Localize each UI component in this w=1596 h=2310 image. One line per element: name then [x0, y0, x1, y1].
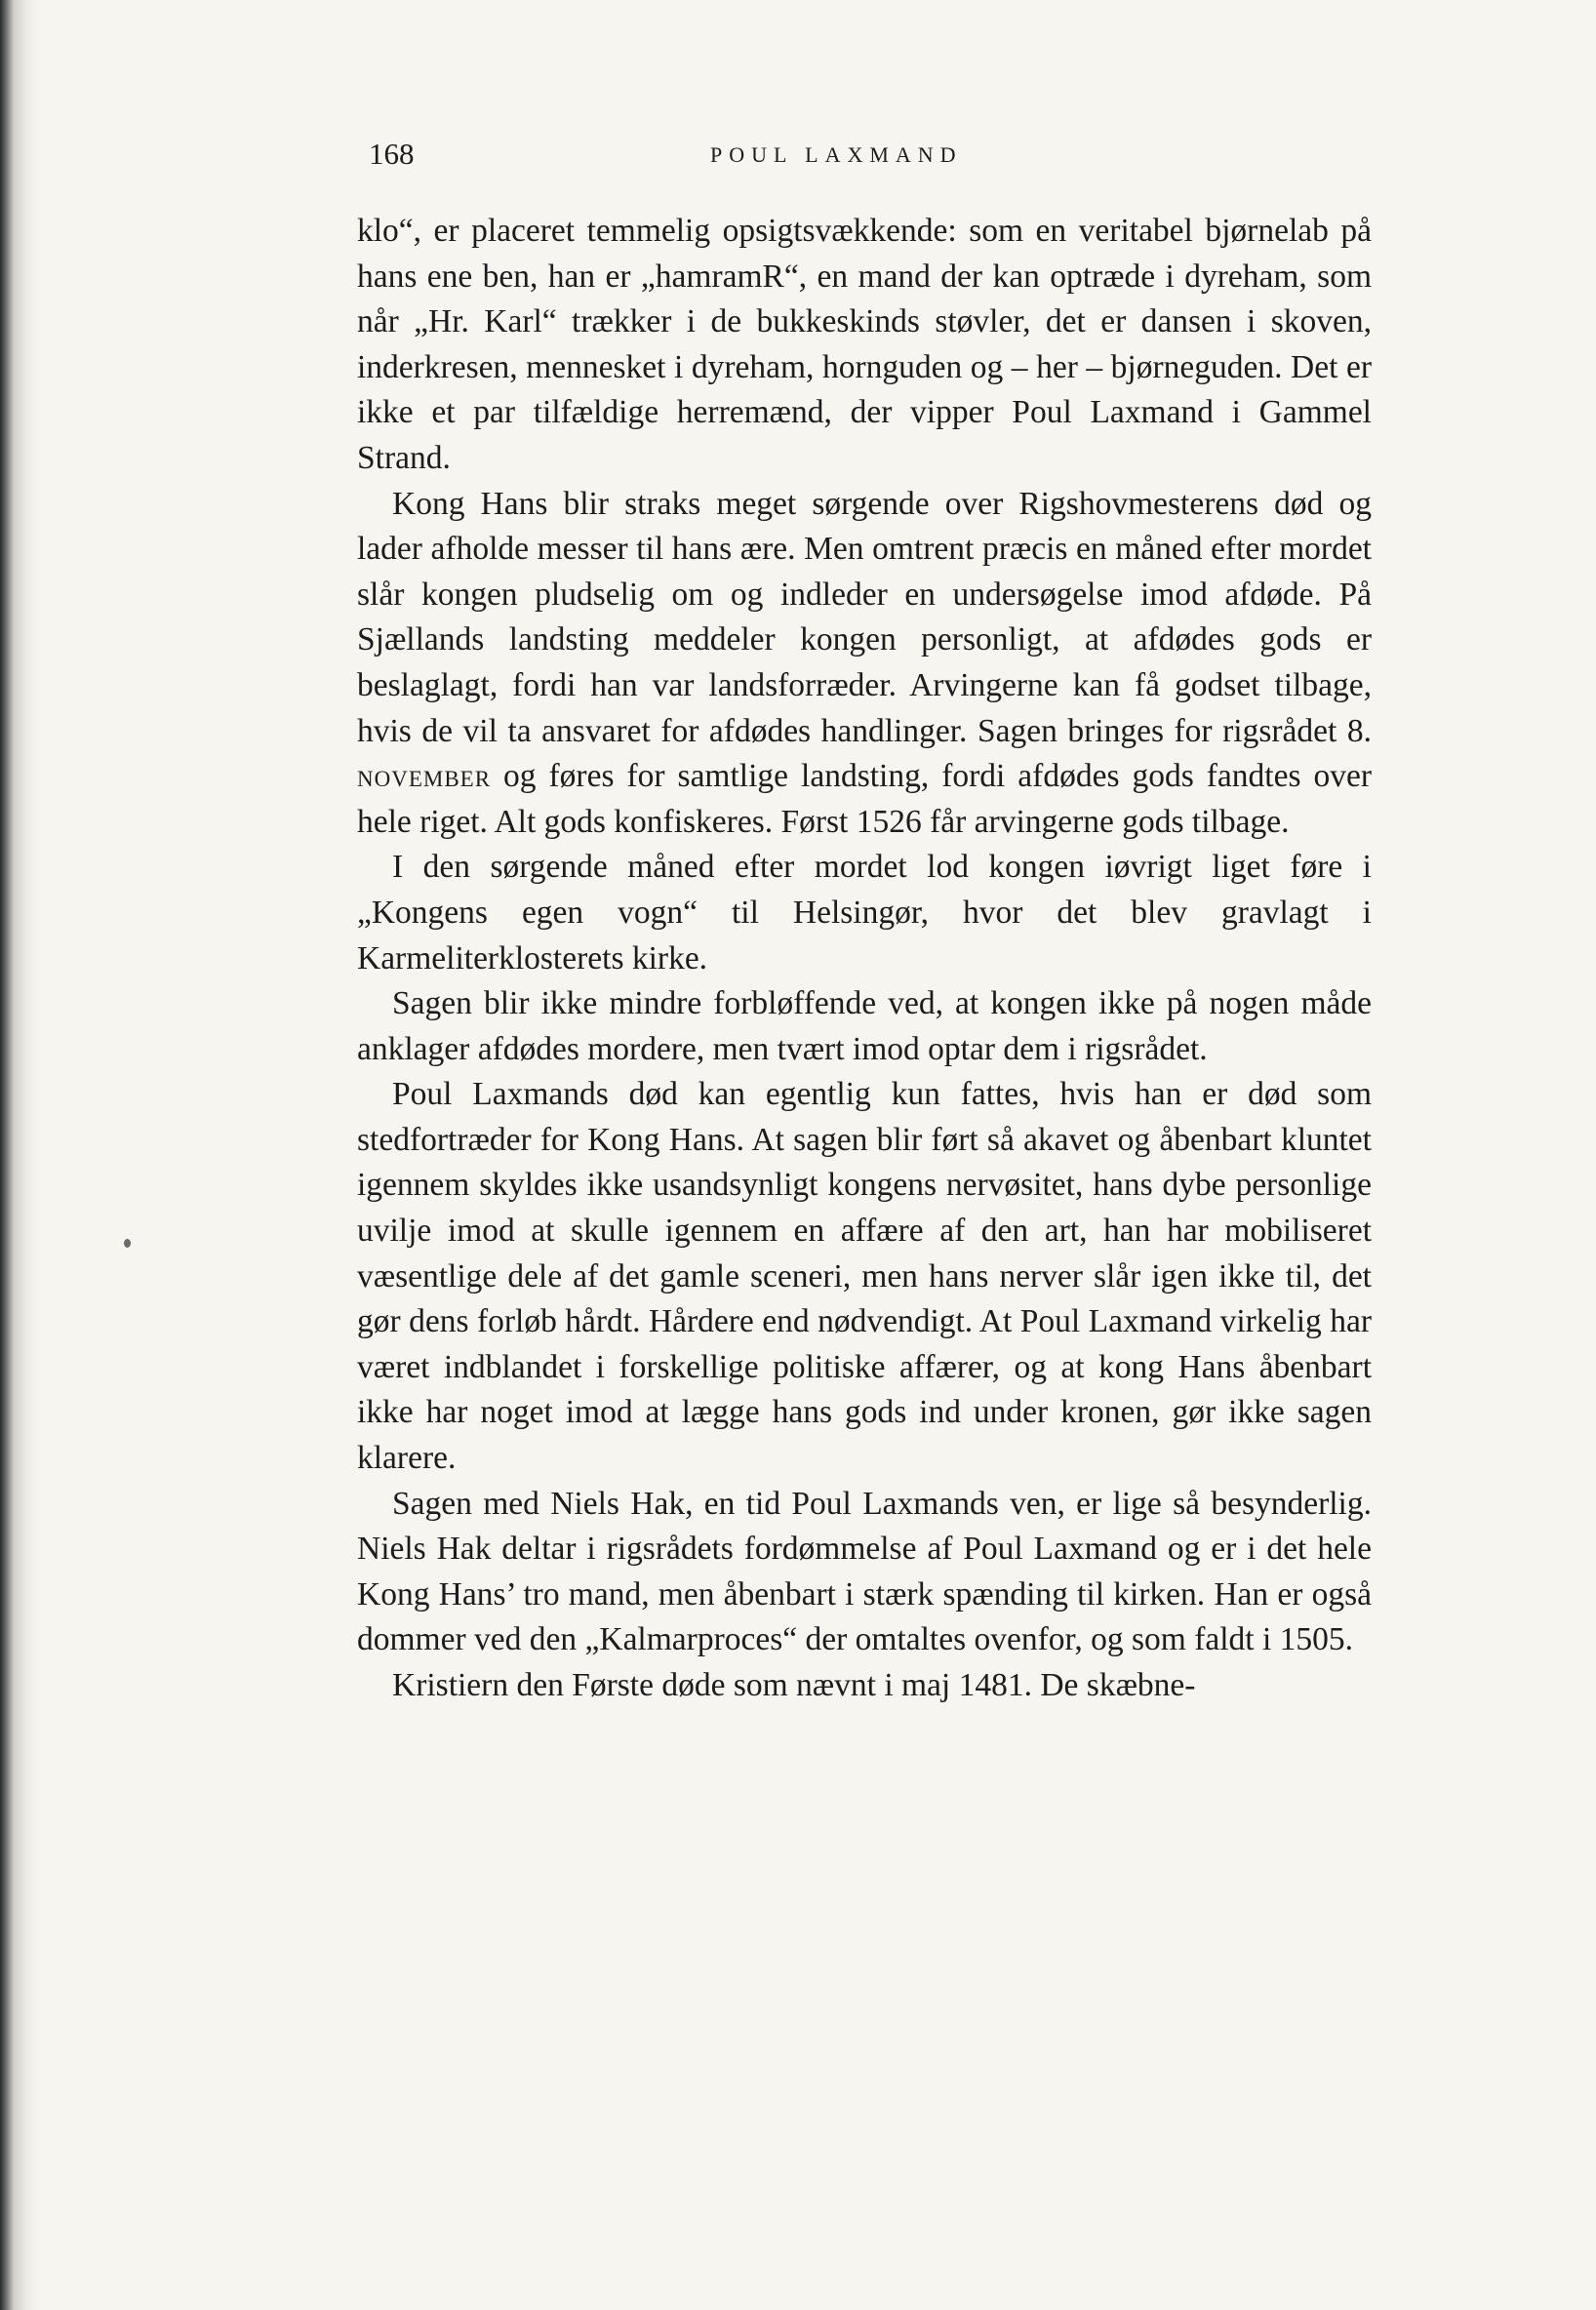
paragraph-4: Sagen blir ikke mindre forbløffende ved, at kongen ikke på nogen måde anklager afdødes mordere, men tvært imod optar dem i rigsrådet. [357, 985, 1372, 1067]
paragraph-3: I den sørgende måned efter mordet lod kongen iøvrigt liget føre i „Kongens egen vogn“ til Helsingør, hvor det blev gravlagt i Karmeliterklosterets kirke. [357, 849, 1372, 976]
month-smallcaps: november [357, 758, 492, 795]
running-title: POUL LAXMAND [710, 142, 963, 167]
paragraph-2-part-1: Kong Hans blir straks meget sørgende over Rigshovmesterens død og lader afholde messer til hans ære. Men omtrent præcis en måned efter mordet slår kongen pludselig om og indleder en undersøgelse imod afdøde. På Sjællands landsting meddeler kongen personligt, at afdødes gods er beslaglagt, fordi han var landsforræder. Arvingerne kan få godset tilbage, hvis de vil ta ansvaret for afdødes handlinger. Sagen bringes for rigsrådet 8. [357, 485, 1372, 749]
paragraph-2-part-2: og føres for samtlige landsting, fordi afdødes gods fandtes over hele riget. Alt gods konfiskeres. Først 1526 får arvingerne gods tilbage. [357, 758, 1372, 840]
paragraph-1: klo“, er placeret temmelig opsigtsvækkende: som en veritabel bjørnelab på hans ene ben, han er „hamramR“, en mand der kan optræde i dyreham, som når „Hr. Karl“ trækker i de bukkeskinds støvler, det er dansen i skoven, inderkresen, mennesket i dyreham, hornguden og – her – bjørneguden. Det er ikke et par tilfældige herremænd, der vipper Poul Laxmand i Gammel Strand. [357, 213, 1372, 476]
page-number: 168 [369, 137, 415, 171]
paragraph-7: Kristiern den Første døde som nævnt i maj 1481. De skæbne- [392, 1667, 1196, 1703]
paragraph-6: Sagen med Niels Hak, en tid Poul Laxmands ven, er lige så besynderlig. Niels Hak deltar i rigsrådets fordømmelse af Poul Laxmand og er i det hele Kong Hans’ tro mand, men åbenbart i stærk spænding til kirken. Han er også dommer ved den „Kalmarproces“ der omtaltes ovenfor, og som faldt i 1505. [357, 1485, 1372, 1658]
paragraph-2 [357, 482, 1372, 846]
body-text [357, 209, 1372, 1709]
binding-edge [0, 0, 39, 2310]
ink-speck [124, 1239, 131, 1248]
running-head [369, 137, 1344, 185]
paragraph-5: Poul Laxmands død kan egentlig kun fattes, hvis han er død som stedfortræder for Kong Hans. At sagen blir ført så akavet og åbenbart kluntet igennem skyldes ikke usandsynligt kongens nervøsitet, hans dybe personlige uvilje imod at skulle igennem en affære af den art, han har mobiliseret væsentlige dele af det gamle sceneri, men hans nerver slår igen ikke til, det gør dens forløb hårdt. Hårdere end nødvendigt. At Poul Laxmand virkelig har været indblandet i forskellige politiske affærer, og at kong Hans åbenbart ikke har noget imod at lægge hans gods ind under kronen, gør ikke sagen klarere. [357, 1076, 1372, 1477]
